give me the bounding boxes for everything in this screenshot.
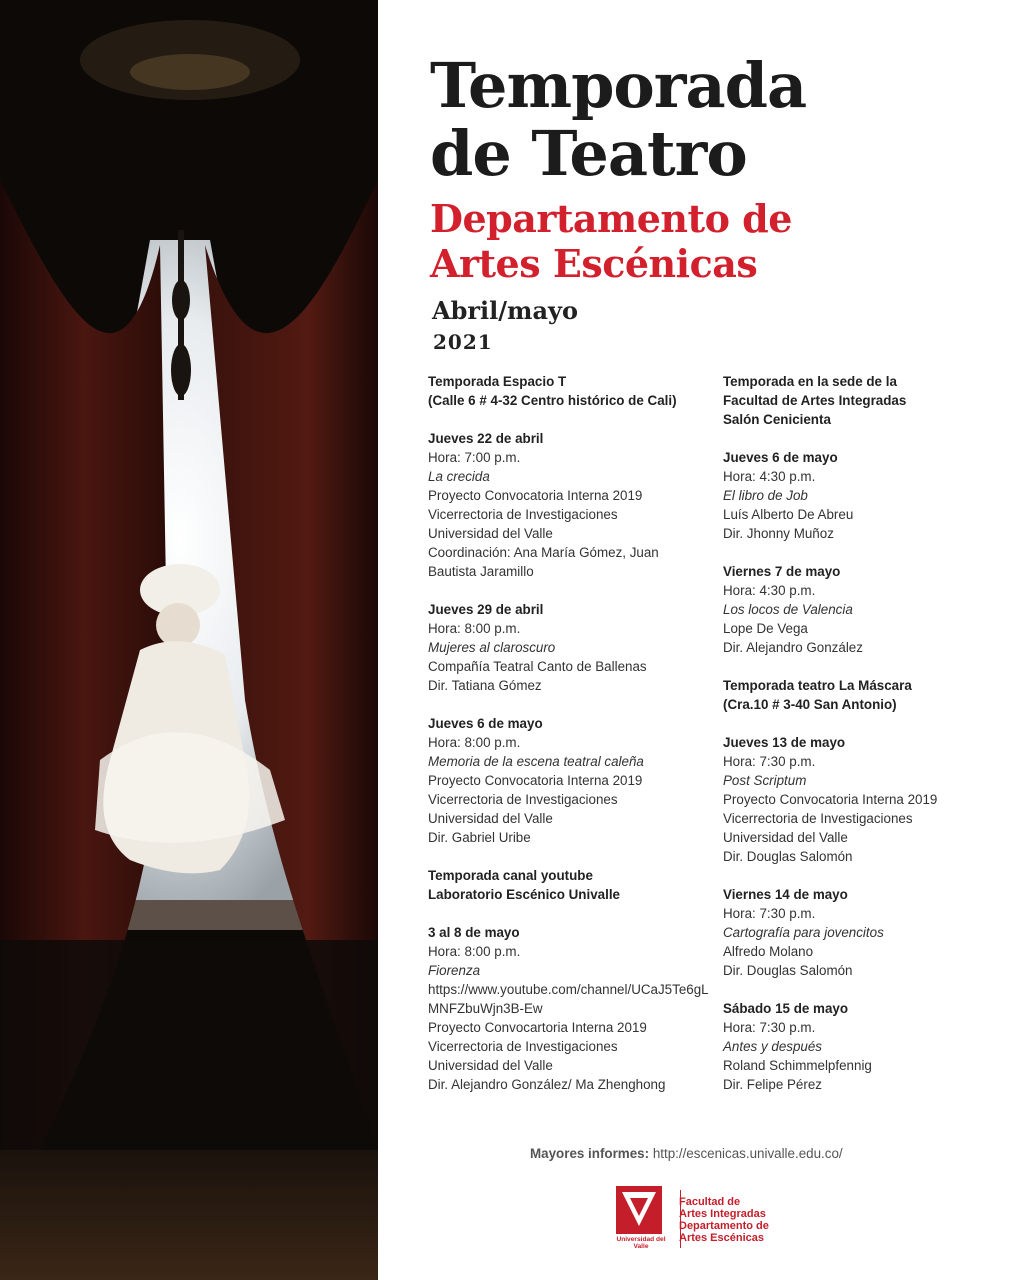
event-time: Hora: 7:00 p.m.	[428, 450, 521, 465]
theater-window-photo	[0, 0, 378, 1280]
event-detail: Dir. Tatiana Gómez	[428, 678, 542, 693]
event-detail: https://www.youtube.com/channel/UCaJ5Te6gL	[428, 982, 709, 997]
event-entry	[428, 714, 720, 847]
event-time: Hora: 4:30 p.m.	[723, 583, 816, 598]
event-detail: Bautista Jaramillo	[428, 564, 534, 579]
event-entry	[723, 885, 1003, 980]
venue-heading	[428, 372, 720, 410]
schedule-left-column	[428, 372, 720, 1113]
poster-title	[430, 49, 807, 190]
event-entry	[428, 429, 720, 581]
logo-caption: Universidad del Valle	[616, 1236, 666, 1250]
venue-line: (Cra.10 # 3-40 San Antonio)	[723, 697, 897, 712]
venue-line: Salón Cenicienta	[723, 412, 831, 427]
event-detail: Universidad del Valle	[723, 830, 848, 845]
title-line-1: Temporada	[430, 49, 807, 122]
event-time: Hora: 4:30 p.m.	[723, 469, 816, 484]
venue-line: Laboratorio Escénico Univalle	[428, 887, 620, 902]
event-detail: Roland Schimmelpfennig	[723, 1058, 872, 1073]
event-date: Sábado 15 de mayo	[723, 1001, 849, 1016]
schedule-right-column	[723, 372, 1003, 1113]
venue-heading	[723, 676, 1003, 714]
event-entry	[428, 600, 720, 695]
event-date: Viernes 7 de mayo	[723, 564, 841, 579]
event-detail: Dir. Douglas Salomón	[723, 963, 853, 978]
subtitle-line-1: Departamento de	[430, 196, 792, 241]
event-time: Hora: 8:00 p.m.	[428, 735, 521, 750]
event-detail: Dir. Gabriel Uribe	[428, 830, 531, 845]
event-date: Jueves 6 de mayo	[723, 450, 838, 465]
event-detail: Vicerrectoria de Investigaciones	[428, 507, 618, 522]
venue-line: Temporada Espacio T	[428, 374, 567, 389]
event-work-title: Los locos de Valencia	[723, 602, 853, 617]
event-date: Jueves 6 de mayo	[428, 716, 543, 731]
event-entry	[428, 923, 720, 1094]
event-work-title: La crecida	[428, 469, 490, 484]
university-logo	[614, 1186, 814, 1256]
event-entry	[723, 562, 1003, 657]
event-detail: Proyecto Convocatoria Interna 2019	[723, 792, 938, 807]
poster-subtitle	[430, 196, 792, 286]
event-detail: Coordinación: Ana María Gómez, Juan	[428, 545, 659, 560]
event-detail: Compañía Teatral Canto de Ballenas	[428, 659, 647, 674]
event-time: Hora: 7:30 p.m.	[723, 754, 816, 769]
more-info-link[interactable]: http://escenicas.univalle.edu.co/	[652, 1146, 843, 1161]
title-line-2: de Teatro	[430, 117, 747, 190]
more-info-label: Mayores informes:	[530, 1146, 650, 1161]
event-detail: Proyecto Convocatoria Interna 2019	[428, 773, 643, 788]
event-detail: Vicerrectoria de Investigaciones	[723, 811, 913, 826]
venue-line: Temporada en la sede de la	[723, 374, 897, 389]
event-entry	[723, 999, 1003, 1094]
event-work-title: Post Scriptum	[723, 773, 807, 788]
event-detail: Dir. Jhonny Muñoz	[723, 526, 834, 541]
event-detail: Universidad del Valle	[428, 811, 553, 826]
event-detail: Dir. Alejandro González/ Ma Zhenghong	[428, 1077, 666, 1092]
event-work-title: Cartografía para jovencitos	[723, 925, 884, 940]
event-detail: Vicerrectoria de Investigaciones	[428, 1039, 618, 1054]
event-work-title: El libro de Job	[723, 488, 808, 503]
event-date: Viernes 14 de mayo	[723, 887, 848, 902]
venue-heading	[723, 372, 1003, 429]
event-work-title: Antes y después	[723, 1039, 823, 1054]
venue-heading	[428, 866, 720, 904]
venue-line: Temporada teatro La Máscara	[723, 678, 912, 693]
event-time: Hora: 7:30 p.m.	[723, 1020, 816, 1035]
season-period: Abril/mayo	[432, 296, 578, 325]
event-date: Jueves 13 de mayo	[723, 735, 846, 750]
event-detail: Luís Alberto De Abreu	[723, 507, 854, 522]
venue-line: Facultad de Artes Integradas	[723, 393, 907, 408]
event-detail: Universidad del Valle	[428, 526, 553, 541]
event-entry	[723, 448, 1003, 543]
event-detail: Vicerrectoria de Investigaciones	[428, 792, 618, 807]
venue-line: Temporada canal youtube	[428, 868, 593, 883]
subtitle-line-2: Artes Escénicas	[430, 241, 758, 286]
event-work-title: Fiorenza	[428, 963, 481, 978]
event-work-title: Memoria de la escena teatral caleña	[428, 754, 644, 769]
season-year: 2021	[433, 330, 493, 354]
event-date: Jueves 29 de abril	[428, 602, 544, 617]
event-detail: Dir. Douglas Salomón	[723, 849, 853, 864]
event-detail: Proyecto Convocartoria Interna 2019	[428, 1020, 647, 1035]
venue-line: (Calle 6 # 4-32 Centro histórico de Cali)	[428, 393, 677, 408]
event-date: 3 al 8 de mayo	[428, 925, 520, 940]
event-detail: MNFZbuWjn3B-Ew	[428, 1001, 543, 1016]
event-detail: Alfredo Molano	[723, 944, 814, 959]
event-detail: Proyecto Convocatoria Interna 2019	[428, 488, 643, 503]
event-date: Jueves 22 de abril	[428, 431, 544, 446]
event-work-title: Mujeres al claroscuro	[428, 640, 556, 655]
more-info	[530, 1146, 843, 1161]
event-detail: Dir. Felipe Pérez	[723, 1077, 822, 1092]
event-detail: Lope De Vega	[723, 621, 808, 636]
event-time: Hora: 8:00 p.m.	[428, 621, 521, 636]
event-detail: Universidad del Valle	[428, 1058, 553, 1073]
event-detail: Dir. Alejandro González	[723, 640, 863, 655]
logo-text: Facultad de Artes Integradas Departamento de Artes Escénicas	[679, 1196, 769, 1244]
event-time: Hora: 8:00 p.m.	[428, 944, 521, 959]
event-time: Hora: 7:30 p.m.	[723, 906, 816, 921]
event-entry	[723, 733, 1003, 866]
